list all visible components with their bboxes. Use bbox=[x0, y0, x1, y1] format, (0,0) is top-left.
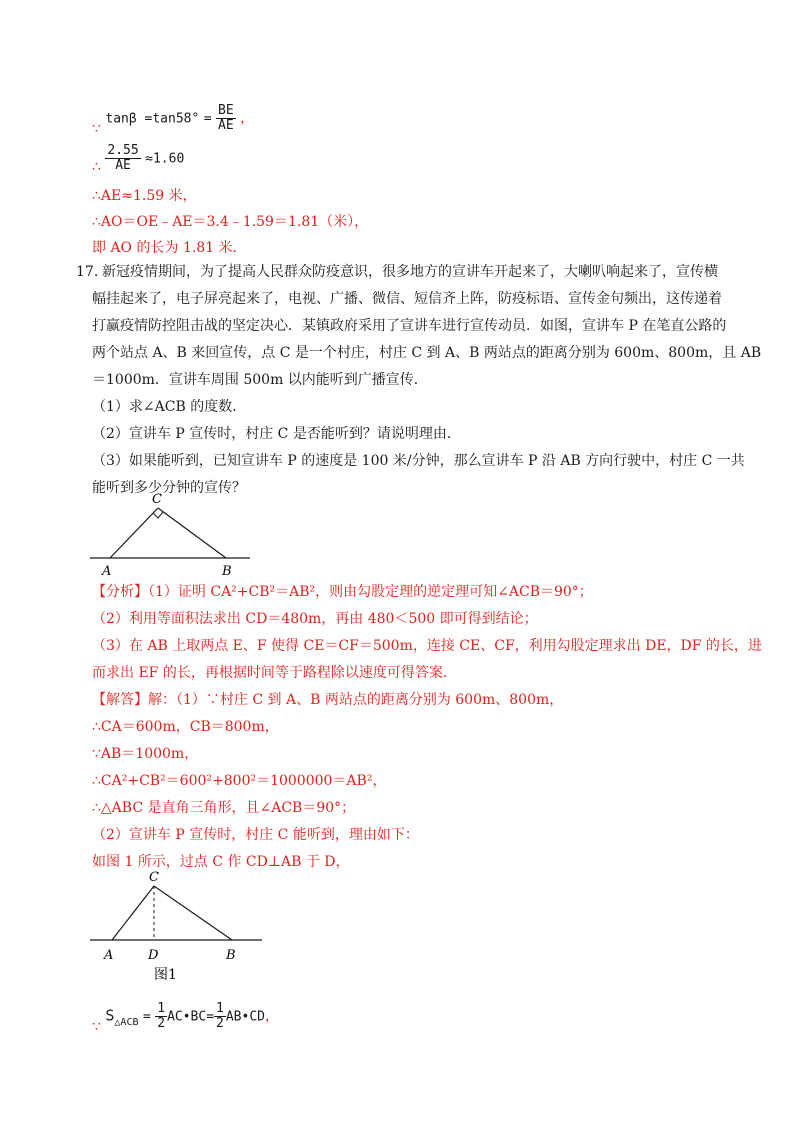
analysis-line-3a: （3）在 AB 上取两点 E、F 使得 CE＝CF＝500m，连接 CE、CF，利用勾股定理求出 DE，DF 的长，进 bbox=[92, 638, 762, 654]
side-ca bbox=[110, 508, 158, 558]
ratio-numerator: 2.55 bbox=[107, 143, 139, 158]
tan-comma: ， bbox=[240, 110, 255, 127]
side-cb bbox=[158, 508, 226, 558]
solution-line-4: ∴CA²+CB²＝600²+800²＝1000000＝AB²， bbox=[92, 773, 387, 789]
right-angle-mark bbox=[153, 512, 163, 518]
problem-text-5: ＝1000m．宣讲车周围 500m 以内能听到广播宣传． bbox=[92, 372, 428, 388]
ratio-equation bbox=[92, 144, 184, 173]
side-ca-2 bbox=[112, 886, 154, 940]
analysis-line-3b: 而求出 EF 的长，再根据时间等于路程除以速度可得答案． bbox=[92, 665, 457, 681]
problem-number: 17. bbox=[76, 264, 99, 280]
solution-tag: 【解答】 bbox=[92, 692, 148, 708]
problem-text-3: 打赢疫情防控阻击战的坚定决心．某镇政府采用了宣讲车进行宣传动员．如图，宣讲车 P 在笔直公路的 bbox=[92, 318, 727, 334]
analysis-line-1 bbox=[92, 582, 593, 602]
solution-text-1: 解：（1）∵村庄 C 到 A、B 两站点的距离分别为 600m、800m， bbox=[148, 692, 564, 708]
because-symbol: ∵ bbox=[92, 120, 101, 137]
ao-line: ∴AO＝OE﹣AE＝3.4﹣1.59＝1.81（米）， bbox=[92, 214, 369, 230]
area-equation bbox=[92, 1001, 279, 1035]
problem-text-4: 两个站点 A、B 来回宣传，点 C 是一个村庄，村庄 C 到 A、B 两站点的距离分别为 600m、800m，且 AB bbox=[92, 345, 762, 361]
therefore-symbol: ∴ bbox=[92, 158, 101, 175]
solution-line-5: ∴△ABC 是直角三角形，且∠ACB＝90°； bbox=[92, 800, 356, 816]
solution-line-6: （2）宣讲车 P 宣传时，村庄 C 能听到，理由如下： bbox=[92, 827, 419, 843]
half-1-denominator: 2 bbox=[157, 1016, 166, 1031]
area-eq1: = bbox=[142, 1009, 151, 1025]
area-comma: ， bbox=[265, 1008, 279, 1025]
ratio-denominator: AE bbox=[115, 158, 131, 173]
solution-line-2: ∴CA＝600m，CB＝800m， bbox=[92, 719, 279, 735]
side-cb-2 bbox=[154, 886, 232, 940]
label-b: B bbox=[222, 564, 232, 579]
solution-line-7: 如图 1 所示，过点 C 作 CD⊥AB 于 D， bbox=[92, 854, 350, 870]
half-fraction-1 bbox=[155, 1002, 167, 1031]
question-1: （1）求∠ACB 的度数． bbox=[92, 399, 247, 415]
solution-line-1 bbox=[92, 690, 563, 710]
label-a: A bbox=[102, 564, 112, 579]
ratio-fraction bbox=[105, 144, 140, 173]
area-subscript: △ACB bbox=[114, 1016, 139, 1028]
label-a-2: A bbox=[104, 948, 114, 963]
label-d-2: D bbox=[148, 948, 159, 963]
problem-text-1: 新冠疫情期间，为了提高人民群众防疫意识，很多地方的宣讲车开起来了，大喇叭响起来了，宣传横 bbox=[102, 264, 718, 280]
tan-equals: = bbox=[203, 111, 212, 127]
area-end: AB•CD bbox=[225, 1009, 265, 1025]
label-c: C bbox=[152, 492, 162, 507]
area-s: S bbox=[105, 1006, 115, 1025]
ae-line: ∴AE≈1.59 米， bbox=[92, 188, 197, 204]
question-2: （2）宣讲车 P 宣传时，村庄 C 是否能听到？请说明理由． bbox=[92, 426, 461, 442]
altitude-figure bbox=[82, 866, 272, 984]
analysis-text-1: （1）证明 CA²+CB²＝AB²，则由勾股定理的逆定理可知∠ACB＝90°； bbox=[148, 584, 593, 600]
solution-line-3: ∵AB＝1000m， bbox=[92, 746, 199, 762]
ratio-result: ≈1.60 bbox=[145, 151, 185, 167]
analysis-tag: 【分析】 bbox=[92, 584, 148, 600]
half-fraction-2 bbox=[214, 1002, 226, 1031]
tan-expression: tanβ =tan58° bbox=[105, 111, 200, 127]
result-line: 即 AO 的长为 1.81 米． bbox=[92, 240, 247, 256]
question-3-line-2: 能听到多少分钟的宣传？ bbox=[92, 480, 246, 496]
question-3-line-1: （3）如果能听到，已知宣讲车 P 的速度是 100 米/分钟，那么宣讲车 P 沿 AB 方向行驶中，村庄 C 一共 bbox=[92, 453, 745, 469]
problem-text-2: 幅挂起来了，电子屏亮起来了，电视、广播、微信、短信齐上阵，防疫标语、宣传金句频出，这传递着 bbox=[92, 291, 722, 307]
because-symbol-2: ∵ bbox=[92, 1018, 101, 1035]
triangle-figure bbox=[80, 488, 270, 580]
tan-equation bbox=[92, 103, 255, 137]
area-middle: AC•BC= bbox=[167, 1009, 215, 1025]
half-2-numerator: 1 bbox=[216, 1001, 224, 1016]
label-c-2: C bbox=[149, 870, 159, 885]
half-2-denominator: 2 bbox=[216, 1016, 224, 1031]
half-1-numerator: 1 bbox=[157, 1001, 166, 1016]
tan-denominator: AE bbox=[218, 118, 234, 133]
tan-numerator: BE bbox=[218, 103, 234, 118]
tan-fraction bbox=[216, 104, 236, 133]
figure-caption: 图1 bbox=[154, 967, 177, 983]
analysis-line-2: （2）利用等面积法求出 CD＝480m，再由 480＜500 即可得到结论； bbox=[92, 611, 538, 627]
label-b-2: B bbox=[226, 948, 236, 963]
